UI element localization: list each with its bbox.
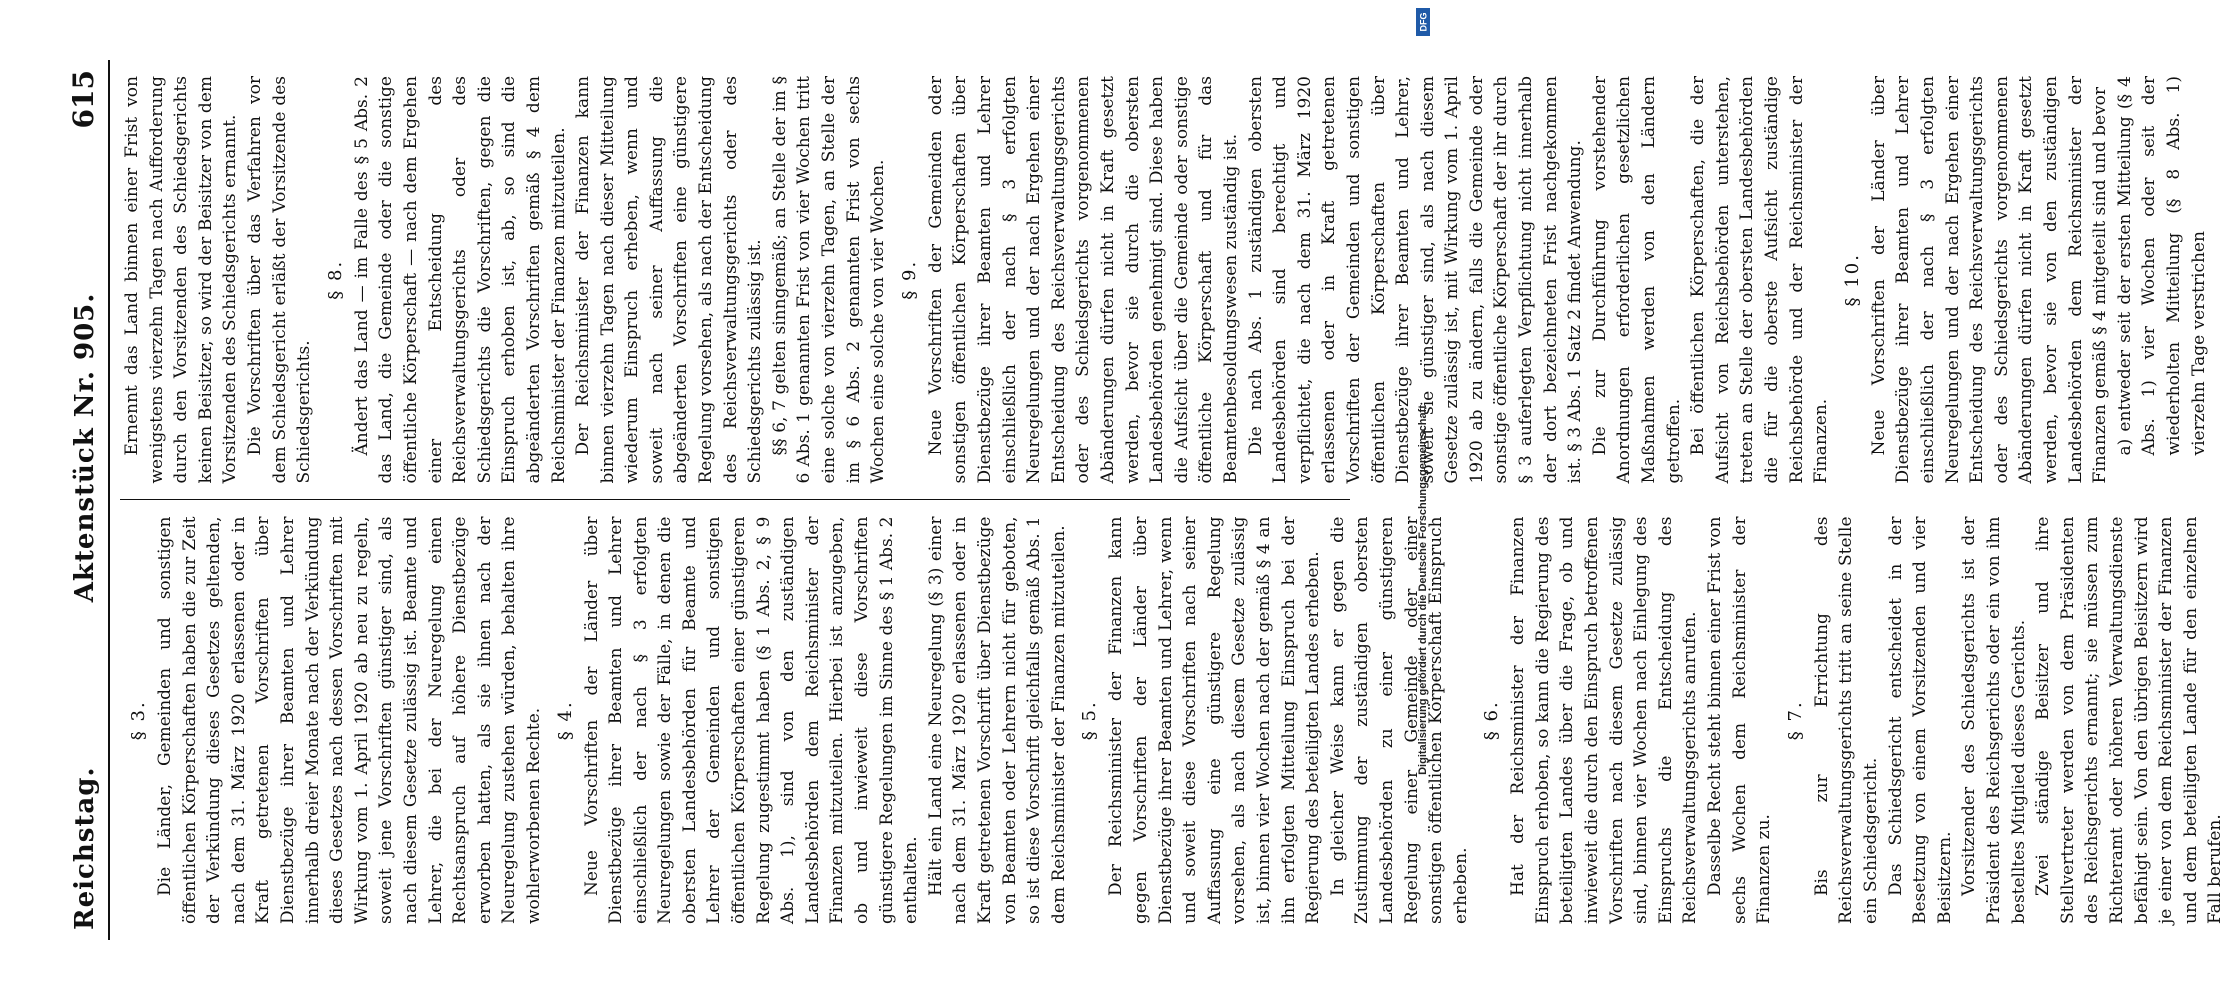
dfg-logo: DFG [1416,8,1430,36]
paragraph: Vorsitzender des Schiedsgerichts ist der Präsident des Reichsgerichts oder ein von ihm bestelltes Mitglied dieses Gerichts. [1959,516,2029,924]
paragraph: Die zur Durchführung vorstehender Anordnungen erforderlichen gesetzlichen Maßnahmen werden von den Ländern getroffen. [1589,76,1684,484]
paragraph: Der Reichsminister der Finanzen kann binnen vierzehn Tagen nach dieser Mitteilung wiederum Einspruch erheben, wenn und soweit nach seiner Auffassung die abgeänderten Vorschriften eine günstigere Regelung vorsehen, als nach der Entscheidung des Reichsverwaltungsgerichts oder des Schiedsgerichts zulässig ist. [573,76,766,484]
section-heading: § 3. [128,700,149,741]
digitization-note: Digitalisierung gefördert durch die Deutsche Forschungsgemeinschaft [1417,405,1429,775]
paragraph: Ändert das Land — im Falle des § 5 Abs. 2 das Land, die Gemeinde oder die sonstige öffentliche Körperschaft — nach dem Ergehen einer Entscheidung des Reichsverwaltungsgerichts oder des Schiedsgerichts die Vorschriften, gegen die Einspruch erhoben ist, ab, so sind die abgeänderten Vorschriften gemäß § 4 dem Reichsminister der Finanzen mitzuteilen. [351,76,569,484]
section-heading: § 6. [1481,700,1503,741]
paragraph: Ernennt das Land binnen einer Frist von wenigstens vierzehn Tagen nach Aufforderung durch den Vorsitzenden des Schiedsgerichts keinen Beisitzer, so wird der Beisitzer von dem Vorsitzenden des Schiedsgerichts ernannt. [122,76,241,484]
paragraph: Bis zur Errichtung des Reichsverwaltungsgerichts tritt an seine Stelle ein Schiedsgericht. [1811,516,1881,924]
paragraph: Der Reichsminister der Finanzen kann gegen Vorschriften der Länder über Dienstbezüge ihrer Beamten und Lehrer, wenn und soweit diese Vorschriften nach seiner Auffassung eine günstigere Regelung vorsehen, als nach diesem Gesetze zulässig ist, binnen vier Wochen nach der gemäß § 4 an ihn erfolgten Mitteilung Einspruch bei der Regierung des beteiligten Landes erheben. [1106,516,1324,924]
section-heading: § 8. [324,259,346,300]
paragraph: Die Länder, Gemeinden und sonstigen öffentlichen Körperschaften haben die zur Zeit der Verkündung dieses Gesetzes geltenden, nach dem 31. März 1920 erlassenen oder in Kraft getretenen Vorschriften über Dienstbezüge ihrer Beamten und Lehrer innerhalb dreier Monate nach der Verkündung dieses Gesetzes nach dessen Vorschriften mit Wirkung vom 1. April 1920 ab neu zu regeln, soweit jene Vorschriften günstiger sind, als nach diesem Gesetze zulässig ist. Beamte und Lehrer, die bei der Neuregelung einen Rechtsanspruch auf höhere Dienstbezüge erworben hatten, als sie ihnen nach der Neuregelung zustehen würden, behalten ihre wohlerworbenen Rechte. [155,516,544,924]
paragraph: Zwei ständige Beisitzer und ihre Stellvertreter werden von dem Präsidenten des Reichsgerichts ernannt; sie müssen zum Richteramt oder höheren Verwaltungsdienste befähigt sein. Von den übrigen Beisitzern wird je einer von dem Reichsminister der Finanzen und dem beteiligten Lande für den einzelnen Fall berufen. [2033,516,2226,924]
page-header [67,60,110,940]
list-item: a) entweder seit der ersten Mitteilung (§ 4 Abs. 1) vier Wochen oder seit der wiederholten Mitteilung (§ 8 Abs. 1) vierzehn Tage verstrichen [2114,76,2209,456]
page-number: 615 [67,70,100,129]
paragraph: §§ 6, 7 gelten sinngemäß; an Stelle der im § 6 Abs. 1 genannten Frist von vier Wochen tritt eine solche von vierzehn Tagen, an Stelle der im § 6 Abs. 2 genannten Frist von sechs Wochen eine solche von vier Wochen. [769,76,889,484]
paragraph: In gleicher Weise kann er gegen die Zustimmung der zuständigen obersten Landesbehörden zu einer günstigeren Regelung einer Gemeinde oder einer sonstigen öffentlichen Körperschaft Einspruch erheben. [1327,516,1471,924]
paragraph: Dasselbe Recht steht binnen einer Frist von sechs Wochen dem Reichsminister der Finanzen zu. [1705,516,1775,924]
section-heading: § 5. [1079,700,1101,741]
paragraph: Hat der Reichsminister der Finanzen Einspruch erhoben, so kann die Regierung des beteiligten Landes über die Frage, ob und inwieweit die durch den Einspruch betroffenen Vorschriften nach diesem Gesetze zulässig sind, binnen vier Wochen nach Einlegung des Einspruchs die Entscheidung des Reichsverwaltungsgerichts anrufen. [1508,516,1701,924]
section-heading: § 9. [898,259,920,300]
paragraph: Neue Vorschriften der Gemeinden oder sonstigen öffentlichen Körperschaften über Dienstbezüge ihrer Beamten und Lehrer einschließlich der nach § 3 erfolgten Neuregelungen und der nach Ergehen einer Entscheidung des Reichsverwaltungsgerichts oder des Schiedsgerichts vorgenommenen Abänderungen dürfen nicht in Kraft gesetzt werden, bevor sie durch die obersten Landesbehörden genehmigt sind. Diese haben die Aufsicht über die Gemeinde oder sonstige öffentliche Körperschaft und für das Beamtenbesoldungswesen zuständig ist. [925,76,1241,484]
paragraph: Die Vorschriften über das Verfahren vor dem Schiedsgericht erläßt der Vorsitzende des Schiedsgerichts. [244,76,315,484]
paragraph: Bei öffentlichen Körperschaften, die der Aufsicht von Reichsbehörden unterstehen, treten an Stelle der obersten Landesbehörden die für die oberste Aufsicht zuständige Reichsbehörde und der Reichsminister der Finanzen. [1688,76,1832,484]
section-heading: § 4. [554,700,576,741]
header-left: Reichstag. [70,766,100,930]
paragraph: Das Schiedsgericht entscheidet in der Besetzung von einem Vorsitzenden und vier Beisitzern. [1885,516,1955,924]
section-heading: § 10. [1841,253,1863,307]
digitization-sidebar [1412,0,1434,1000]
paragraph: Neue Vorschriften der Länder über Dienstbezüge ihrer Beamten und Lehrer einschließlich der nach § 3 erfolgten Neuregelungen und der nach Ergehen einer Entscheidung des Reichsverwaltungsgerichts oder des Schiedsgerichts vorgenommenen Abänderungen dürfen nicht in Kraft gesetzt werden, bevor sie von den zuständigen Landesbehörden dem Reichsminister der Finanzen gemäß § 4 mitgeteilt sind und bevor [1868,76,2111,484]
paragraph: Die nach Abs. 1 zuständigen obersten Landesbehörden sind berechtigt und verpflichtet, die nach dem 31. März 1920 erlassenen oder in Kraft getretenen Vorschriften der Gemeinden und sonstigen öffentlichen Körperschaften über Dienstbezüge ihrer Beamten und Lehrer, soweit sie günstiger sind, als nach diesem Gesetze zulässig ist, mit Wirkung vom 1. April 1920 ab zu ändern, falls die Gemeinde oder sonstige öffentliche Körperschaft der ihr durch § 3 auferlegten Verpflichtung nicht innerhalb der dort bezeichneten Frist nachgekommen ist. § 3 Abs. 1 Satz 2 findet Anwendung. [1245,76,1586,484]
right-column [120,60,2209,500]
paragraph: Neue Vorschriften der Länder über Dienstbezüge ihrer Beamten und Lehrer einschließlich der nach § 3 erfolgten Neuregelungen sowie der Fälle, in denen die obersten Landesbehörden für Beamte und Lehrer der Gemeinden und sonstigen öffentlichen Körperschaften einer günstigeren Regelung zugestimmt haben (§ 1 Abs. 2, § 9 Abs. 1), sind von den zuständigen Landesbehörden dem Reichsminister der Finanzen mitzuteilen. Hierbei ist anzugeben, ob und inwieweit diese Vorschriften günstigere Regelungen im Sinne des § 1 Abs. 2 enthalten. [581,516,922,924]
header-title: Aktenstück Nr. 905. [70,292,100,603]
paragraph: Hält ein Land eine Neuregelung (§ 3) einer nach dem 31. März 1920 erlassenen oder in Kraft getretenen Vorschrift über Dienstbezüge von Beamten oder Lehrern nicht für geboten, so ist diese Vorschrift gleichfalls gemäß Abs. 1 dem Reichsminister der Finanzen mitzuteilen. [925,516,1069,924]
section-heading: § 7. [1784,700,1806,741]
